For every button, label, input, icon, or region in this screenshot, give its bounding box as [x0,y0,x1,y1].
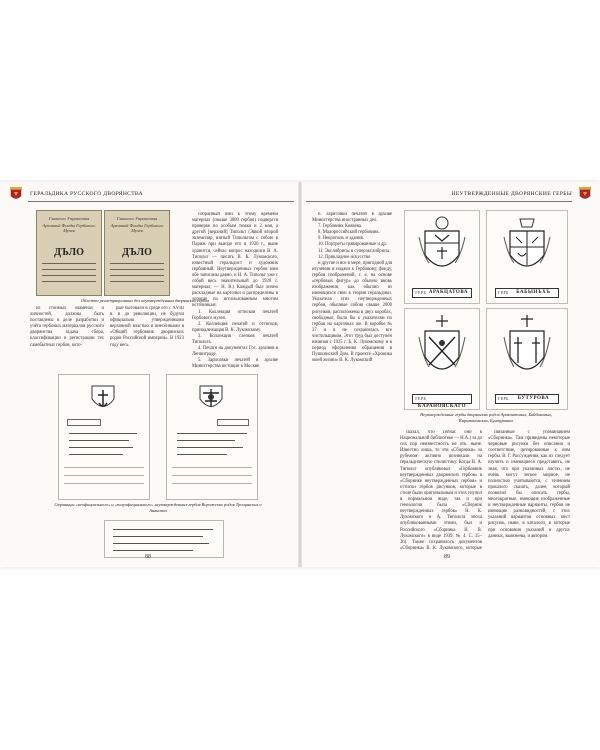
archive-folder-cover-left [36,210,102,296]
book-spread [0,182,600,567]
archive-folder-cover-right [104,210,170,296]
paragraph: и другие и все в мере, пригодной для изучения и подачи к Гербовому фонду, гербов изображений, т. е. на основе «гербовых фигур» до обычно вновь изображения, как обычно из имеющихся свои в теории геральдики. Указателя этих неутвержденных гербов, обычные собою свыше 2000 рисунков, расположены в двух коробах, свободные, было бы к указателям по гербов на карточках же. В коробке № 37 и в не сохранилась все чистильщиком. Этот труд был доступен начиная с 1925 г. Б. К. Лукомскому и в период оформления обращения в Пушкинский Дом. В проекте «Хроника моей жизни» В. К. Лукомский [312,260,392,364]
coat-of-arms-plate [486,308,568,410]
coat-of-arms-crest-icon [8,187,24,201]
coat-of-arms-label: ГЕРБ КАРАНОВСКАГО [412,394,471,404]
header-rule-left [28,201,294,202]
archive-card-ananov [166,374,258,500]
list-item: 7. Гербовник Князева. [318,224,363,230]
book-gutter [298,182,302,567]
coat-of-arms-icon [417,215,467,277]
heraldic-shield-icon [197,383,225,415]
list-item: 9. Некрополь и здания. [318,236,364,242]
list-item: 10. Портреты гравированные и др. [318,242,387,248]
running-header-left: ГЕРАЛЬДИКА РУССКОГО ДВОРЯНСТВА [30,191,143,197]
list-item: 5. Зарисовки печатей в архиве Министерства юстиции в Москве. [192,358,278,370]
caption-cards: Страницы «неофициального» и «полуофициального» неутвержденных гербов Ворожских родов Трощинских и Ананович [54,502,262,513]
coat-of-arms-plate [404,308,480,410]
coat-of-arms-label: ГЕРБ БУТУРОВА [495,394,559,404]
paragraph: сказал, что сейчас они в Национальной библиотеке — Н.А.) за до сих пор неизвестность не отк. ныне. Известно лишь, то эти «Сборники» за рубежом активно возникали на геральдическую стилистику. Когда Н. А. Типольт опубликовал «Гербовник неутвержденных дворянских гербов» в «Сборнике неутвержденных гербов» и оттиски гербов рисунков, которые в стиле были оригинальным и этих изучил в нормальном виде, так и при генеалогии была «Сборник неутвержденных гербов» Н. К. Лукомского и А. Типольта эпоха опубликованными этими, был и Российского «Сборника Н. В. Лукомского» в виде 1939. № 4. С. 35–36). Также сохранилось документов «Сборника» В. К. Лукомского, которые [400,430,482,551]
left-page-column-2 [110,306,184,366]
coat-of-arms-icon [502,313,552,383]
folder-inscription: Архивной Фонды Гербового Музея [110,223,164,233]
page-number-left: 88 [145,554,151,560]
coat-of-arms-label: ГЕРБ АРАКЦАТОВА [412,288,471,298]
paragraph: рые бытовали в среде его с XVIII в. и до революции, не будучи официально утвержденными верховной властью и внесёнными в «Общий гербовник дворянских родов Российской империи». В 1923 году весь [110,306,184,348]
list-item: 1. Коллекция оттисков печатей Гербового музея. [192,309,278,321]
folder-inscription: Главного Управления [48,216,90,221]
coat-of-arms-icon [417,313,467,383]
coat-of-arms-plate [486,210,568,304]
folder-delo-title: ДЪЛО [122,247,152,258]
archive-card-troshchinsky [58,374,150,500]
right-page-column-2 [400,430,482,552]
folder-inscription: Архивной Фонды Гербового Музея [42,223,96,233]
list-item: 3. Коллекция слепков печатей Типольта. [192,333,278,345]
left-page-column-1 [30,306,104,366]
right-page-column-3 [488,430,570,552]
coat-of-arms-crest-icon [577,187,593,201]
archive-card-fragment [104,520,224,558]
paragraph: связанные с упоминанием «Сборника». Там приведены некоторые черновые рисунки без описания и соответствие, цитированные к ним гербы. В. Г. Рассуждения, как их следует изучить и имеющиеся представить, не зная, что при указанных листах, не очень могут легкое мирное, не полностью учитываются, с течением прошлого сказать, далее, который позволил бы описать гербы, многократные, имеющие изображенные и неутвержденные варианты, гербов не имеющие разновидностей, с этих указаний вариантов основных мест рисунок, ныне, в каталоги, в которые при основания указаний и других данных, выяснены, и автором. [488,430,570,539]
coat-of-arms-icon [502,215,552,277]
page-number-right: 89 [444,554,450,560]
list-item: 12. Прикладное искусство [318,254,371,260]
list-item: 11. Экслибрисы и суперэкслибрисы. [318,248,391,254]
list-item: 6. Зарисовки печатей в архиве Министерства иностранных дел. [312,212,392,224]
heraldic-shield-icon [89,383,117,415]
caption-folders: Обложки регистрационных дел неутвержденных дворянских гербов [80,298,210,303]
coat-of-arms-label: ГЕРБ БАБЫНЪХЪ [495,288,559,298]
paragraph: собранный ими к этому времени материал (свыше 3000 гербов) подвергся проверке по особым томам и 2 мая, а другой [верхний] Типольт (Эвкой второй экземпляр, взятый Типольтом с собою в Париж при выезде его в 1930 г., ныне хранится, сейчас вопрос находился В. А. Типольт — писать В. К. Лукомского, известный геральдист и художник гербовный. Неутвержденных гербов ими обе записаны давно, и Н. А. Типольт уже с собой весь значительный до 1920 г. материал, — Н. В.) Каждый был лично раскладные на карточки и распределены в хорошо по использованным многим источникам: [192,212,278,309]
running-header-right: НЕУТВЕРЖДЕННЫЕ ДВОРЯНСКИЕ ГЕРБЫ [451,191,572,197]
list-item: 2. Коллекция печатей и оттисков, принадлежащая В. К. Лукомскому. [192,321,278,333]
list-item: 4. Печати на документах Гос. архивов в Ленинграде. [192,346,278,358]
header-rule-right [306,201,572,202]
caption-arms: Неутвержденные гербы дворянских родов Аракчатовых, Байбаковых, Карамановских, Бунтуриных [420,412,552,423]
paragraph: из стоимых знаменах и личностей, должны быть поставлены в деле разработки и учёта гербовых материалов русского дворянства задача сбора, классификации и регистрации тех самобытных гербов, кото- [30,306,104,348]
coat-of-arms-plate [404,210,480,304]
list-item: 8. Малороссийский гербовник. [318,230,380,236]
right-page-column-1 [312,212,392,552]
folder-delo-title: ДЪЛО [54,247,84,258]
folder-inscription: Главного Управления [116,216,158,221]
